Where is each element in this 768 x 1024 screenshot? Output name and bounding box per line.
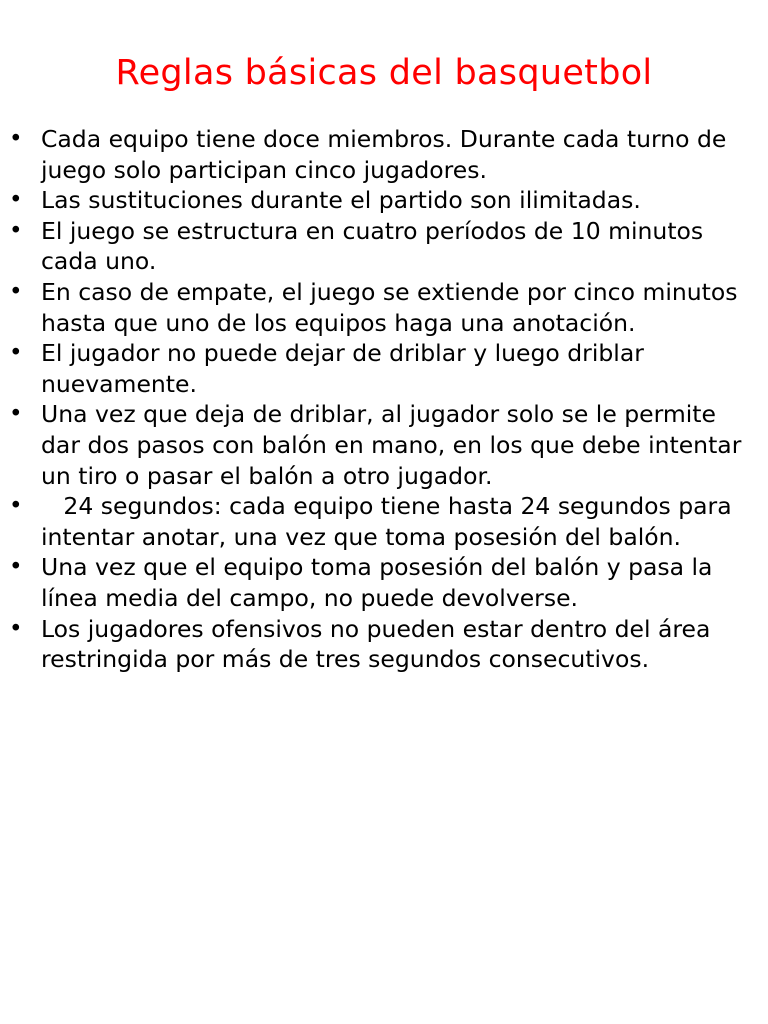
rule-text: Una vez que el equipo toma posesión del balón y pasa la línea media del campo, no puede devolverse.	[41, 553, 720, 612]
rule-text: Los jugadores ofensivos no pueden estar dentro del área restringida por más de tres segundos consecutivos.	[41, 614, 718, 674]
list-item	[0, 124, 768, 185]
bullet-icon: •	[9, 493, 23, 520]
page-title: Reglas básicas del basquetbol	[115, 53, 653, 93]
list-item	[0, 552, 768, 613]
bullet-icon: •	[9, 554, 23, 581]
rule-text: Cada equipo tiene doce miembros. Durante cada turno de juego solo participan cinco jugadores.	[41, 125, 734, 184]
bullet-icon: •	[9, 615, 23, 642]
rule-text: Una vez que deja de driblar, al jugador solo se le permite dar dos pasos con balón en mano, en los que debe intentar un tiro o pasar el balón a otro jugador.	[41, 400, 749, 490]
rule-text: El juego se estructura en cuatro períodos de 10 minutos cada uno.	[41, 216, 711, 276]
rule-text: Las sustituciones durante el partido son ilimitadas.	[41, 186, 641, 215]
list-item	[0, 614, 768, 675]
list-item	[0, 491, 768, 552]
rule-text: En caso de empate, el juego se extiende por cinco minutos hasta que uno de los equipos haga una anotación.	[41, 277, 745, 337]
rule-text: 24 segundos: cada equipo tiene hasta 24 segundos para intentar anotar, una vez que toma posesión del balón.	[41, 492, 740, 551]
rule-text: El jugador no puede dejar de driblar y luego driblar nuevamente.	[41, 339, 652, 398]
bullet-icon: •	[9, 340, 23, 367]
list-item	[0, 216, 768, 277]
rules-list	[0, 124, 768, 675]
list-item	[0, 185, 768, 216]
list-item	[0, 277, 768, 338]
list-item	[0, 338, 768, 399]
bullet-icon: •	[9, 126, 23, 152]
bullet-icon: •	[9, 187, 23, 214]
bullet-icon: •	[9, 401, 23, 428]
bullet-icon: •	[9, 217, 23, 244]
bullet-icon: •	[9, 278, 23, 305]
list-item	[0, 399, 768, 491]
